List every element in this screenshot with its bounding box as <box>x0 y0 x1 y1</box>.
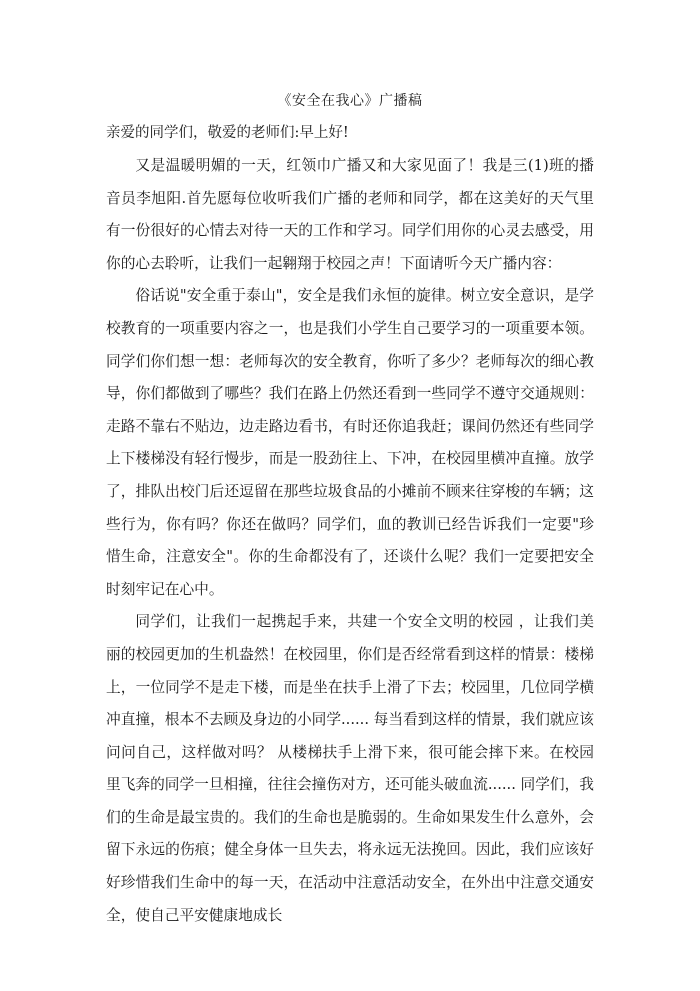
paragraph-intro: 又是温暖明媚的一天，红领巾广播又和大家见面了！我是三(1)班的播音员李旭阳.首先愿每位收听我们广播的老师和同学，都在这美好的天气里有一份很好的心情去对待一天的工作和学习。同学们用你的心灵去感受，用你的心去聆听，让我们一起翱翔于校园之声！下面请听今天广播内容： <box>106 157 594 272</box>
paragraph-safety-awareness: 俗话说"安全重于泰山"，安全是我们永恒的旋律。树立安全意识，是学校教育的一项重要内容之一，也是我们小学生自己要学习的一项重要本领。同学们你们想一想：老师每次的安全教育，你听了多少？老师每次的细心教导，你们都做到了哪些？我们在路上仍然还看到一些同学不遵守交通规则：走路不靠右不贴边，边走路边看书，有时还你追我赶；课间仍然还有些同学上下楼梯没有轻行慢步，而是一股劲往上、下冲，在校园里横冲直撞。放学了，排队出校门后还逗留在那些垃圾食品的小摊前不顾来往穿梭的车辆；这些行为，你有吗？你还在做吗？同学们，血的教训已经告诉我们一定要"珍惜生命，注意安全"。你的生命都没有了，还谈什么呢？我们一定要把安全时刻牢记在心中。 <box>106 287 594 598</box>
document-title: 《安全在我心》广播稿 <box>277 93 423 109</box>
paragraph-campus-safety: 同学们，让我们一起携起手来，共建一个安全文明的校园 ，让我们美丽的校园更加的生机盎然！在校园里，你们是否经常看到这样的情景：楼梯上，一位同学不是走下楼，而是坐在扶手上滑了下去；校园里，几位同学横冲直撞，根本不去顾及身边的小同学...... 每当看到这样的情景，我们就应该问问自己，这样做对吗？ 从楼梯扶手上滑下来，很可能会摔下来。在校园里飞奔的同学一旦相撞，往往会撞伤对方，还可能头破血流...... 同学们，我们的生命是最宝贵的。我们的生命也是脆弱的。生命如果发生什么意外，会留下永远的伤痕；健全身体一旦失去，将永远无法挽回。因此，我们应该好好珍惜我们生命中的每一天，在活动中注意活动安全，在外出中注意交通安全，使自己平安健康地成长 <box>106 613 594 924</box>
salutation-line: 亲爱的同学们，敬爱的老师们:早上好! <box>106 125 349 141</box>
document-body <box>106 150 594 932</box>
